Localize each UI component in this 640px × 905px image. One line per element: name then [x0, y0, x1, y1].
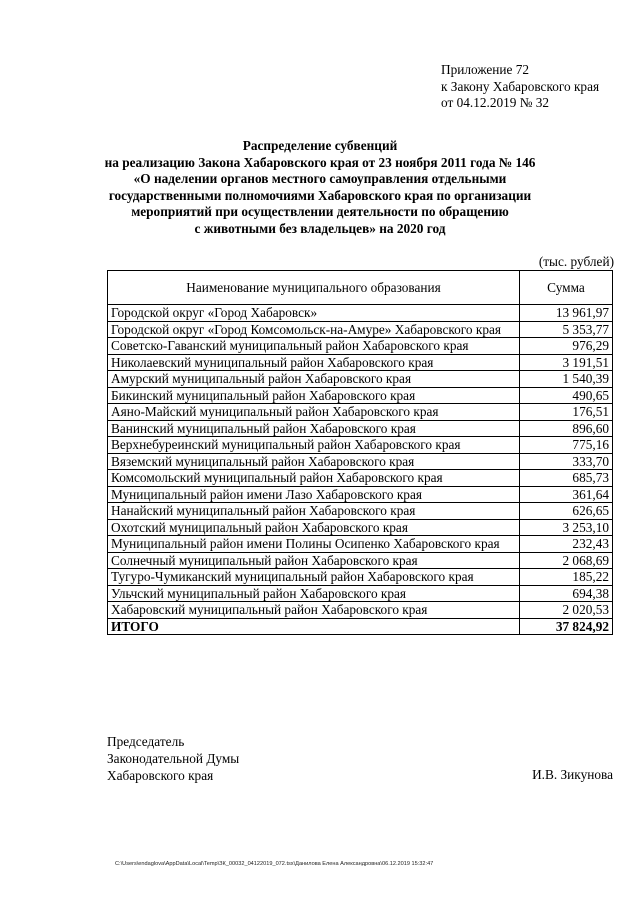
row-amount: 2 020,53: [520, 602, 613, 619]
title-line: государственными полномочиями Хабаровского края по организации: [108, 187, 532, 203]
table-row: [108, 338, 613, 355]
table-row: [108, 437, 613, 454]
row-name: Нанайский муниципальный район Хабаровского края: [108, 503, 520, 520]
row-amount: 896,60: [520, 420, 613, 437]
row-amount: 13 961,97: [520, 305, 613, 322]
table-row: [108, 552, 613, 569]
row-amount: 185,22: [520, 569, 613, 586]
row-name: Бикинский муниципальный район Хабаровского края: [108, 387, 520, 404]
table-row: [108, 321, 613, 338]
table-row: [108, 569, 613, 586]
row-amount: 3 191,51: [520, 354, 613, 371]
row-name: Верхнебуреинский муниципальный район Хабаровского края: [108, 437, 520, 454]
table-row: [108, 453, 613, 470]
row-name: Амурский муниципальный район Хабаровского края: [108, 371, 520, 388]
row-name: Советско-Гаванский муниципальный район Хабаровского края: [108, 338, 520, 355]
row-name: Городской округ «Город Хабаровск»: [108, 305, 520, 322]
row-name: Городской округ «Город Комсомольск-на-Амуре» Хабаровского края: [108, 321, 520, 338]
row-amount: 5 353,77: [520, 321, 613, 338]
title-line: на реализацию Закона Хабаровского края от 23 ноября 2011 года № 146: [104, 154, 536, 170]
row-name: Муниципальный район имени Полины Осипенко Хабаровского края: [108, 536, 520, 553]
row-name: Аяно-Майский муниципальный район Хабаровского края: [108, 404, 520, 421]
appendix-note: [441, 62, 599, 112]
table-row: [108, 404, 613, 421]
total-row: [108, 618, 613, 635]
total-amount: 37 824,92: [520, 618, 613, 635]
row-name: Ульчский муниципальный район Хабаровского края: [108, 585, 520, 602]
row-amount: 685,73: [520, 470, 613, 487]
row-amount: 694,38: [520, 585, 613, 602]
table-row: [108, 503, 613, 520]
row-name: Вяземский муниципальный район Хабаровского края: [108, 453, 520, 470]
table-row: [108, 519, 613, 536]
table-row: [108, 602, 613, 619]
row-amount: 775,16: [520, 437, 613, 454]
row-amount: 3 253,10: [520, 519, 613, 536]
table-row: [108, 387, 613, 404]
row-name: Охотский муниципальный район Хабаровского края: [108, 519, 520, 536]
table-row: [108, 354, 613, 371]
file-path-footer: C:\Users\endaglova\AppData\Local\Temp\ЗК_00032_04122019_072.tsx\Данилова Елена Александровна\06.12.2019 15:32:47: [115, 861, 434, 867]
row-name: Солнечный муниципальный район Хабаровского края: [108, 552, 520, 569]
row-amount: 490,65: [520, 387, 613, 404]
table-header-row: [108, 271, 613, 305]
header-name: Наименование муниципального образования: [108, 271, 520, 305]
table-row: [108, 585, 613, 602]
row-amount: 176,51: [520, 404, 613, 421]
table-row: [108, 305, 613, 322]
table-row: [108, 536, 613, 553]
title-line: мероприятий при осуществлении деятельности по обращению: [131, 204, 509, 219]
row-name: Комсомольский муниципальный район Хабаровского края: [108, 470, 520, 487]
title-line: с животными без владельцев» на 2020 год: [194, 220, 446, 236]
signature-line: Хабаровского края: [107, 768, 214, 783]
row-amount: 2 068,69: [520, 552, 613, 569]
appendix-line: к Закону Хабаровского края: [441, 78, 600, 94]
row-name: Муниципальный район имени Лазо Хабаровского края: [108, 486, 520, 503]
subsidy-table: [107, 270, 613, 635]
row-name: Ванинский муниципальный район Хабаровского края: [108, 420, 520, 437]
appendix-line: Приложение 72: [441, 62, 529, 77]
row-amount: 361,64: [520, 486, 613, 503]
title-line: Распределение субвенций: [242, 138, 398, 153]
table-row: [108, 371, 613, 388]
signature-line: Законодательной Думы: [107, 751, 240, 766]
table-row: [108, 420, 613, 437]
title-line: «О наделении органов местного самоуправления отдельными: [133, 171, 507, 186]
total-label: ИТОГО: [108, 618, 520, 635]
units-label: (тыс. рублей): [538, 254, 614, 269]
row-amount: 976,29: [520, 338, 613, 355]
table-row: [108, 486, 613, 503]
row-name: Тугуро-Чумиканский муниципальный район Хабаровского края: [108, 569, 520, 586]
signature-block: [107, 733, 239, 784]
row-amount: 333,70: [520, 453, 613, 470]
document-title: [100, 138, 540, 237]
signer-name: И.В. Зикунова: [532, 767, 613, 782]
row-name: Николаевский муниципальный район Хабаровского края: [108, 354, 520, 371]
table-row: [108, 470, 613, 487]
row-amount: 232,43: [520, 536, 613, 553]
row-amount: 626,65: [520, 503, 613, 520]
signature-line: Председатель: [107, 734, 185, 749]
row-name: Хабаровский муниципальный район Хабаровского края: [108, 602, 520, 619]
appendix-line: от 04.12.2019 № 32: [441, 95, 550, 110]
header-amount: Сумма: [520, 271, 613, 305]
row-amount: 1 540,39: [520, 371, 613, 388]
